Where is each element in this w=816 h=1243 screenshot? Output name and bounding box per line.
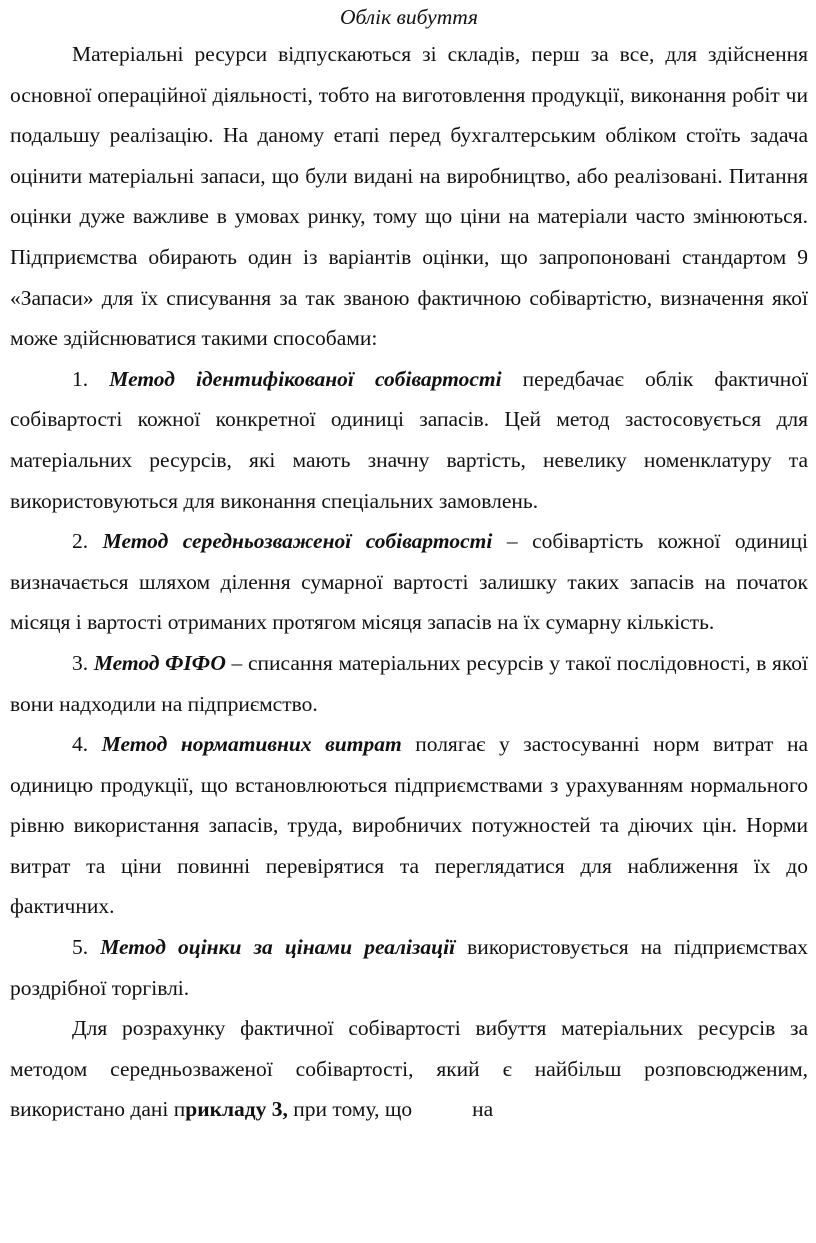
method-description: полягає у застосуванні норм витрат на одиницю продукції, що встановлюються підприємствами з урахуванням нормального рівню використання запасів, труда, виробничих потужностей та діючих цін. Норми витрат та ціни повинні перевірятися та переглядатися для наближення їх до фактичних.	[10, 732, 809, 919]
method-description: – списання матеріальних ресурсів у такої послідовності, в якої вони надходили на підприємство.	[10, 650, 809, 716]
closing-text-after: при тому, що	[287, 1097, 413, 1122]
closing-paragraph	[10, 1008, 808, 1130]
method-description: використовується на підприємствах роздрібної торгівлі.	[10, 935, 808, 1000]
method-number: 2.	[72, 529, 89, 554]
method-term: Метод оцінки за цінами реалізації	[100, 935, 456, 960]
method-item-2	[10, 521, 808, 643]
intro-paragraph: Матеріальні ресурси відпускаються зі складів, перш за все, для здійснення основної операційної діяльності, тобто на виготовлення продукції, виконання робіт чи подальшу реалізацію. На даному етапі перед бухгалтерським обліком стоїть задача оцінити матеріальні запаси, що були видані на виробництво, або реалізовані. Питання оцінки дуже важливе в умовах ринку, тому що ціни на матеріали часто змінюються. Підприємства обирають один із варіантів оцінки, що запропоновані стандартом 9 «Запаси» для їх списування за так званою фактичною собівартістю, визначення якої може здійснюватися такими способами:	[10, 42, 808, 351]
method-description: – собівартість кожної одиниці визначається шляхом ділення сумарної вартості залишку таких запасів на початок місяця і вартості отриманих протягом місяця запасів на їх сумарну кількість.	[10, 529, 809, 635]
method-description: передбачає облік фактичної собівартості кожної конкретної одиниці запасів. Цей метод застосовується для матеріальних ресурсів, які мають значну вартість, невелику номенклатуру та використовуються для виконання спеціальних замовлень.	[10, 366, 808, 513]
method-number: 4.	[72, 732, 89, 757]
method-item-4	[10, 724, 808, 927]
example-reference: рикладу 3,	[185, 1097, 288, 1122]
method-item-1	[10, 359, 808, 521]
closing-text: Для розрахунку фактичної собівартості вибуття матеріальних ресурсів за методом середньозваженої собівартості, який є найбільш розповсюдженим, використано дані п	[10, 1016, 808, 1122]
method-item-3	[10, 643, 808, 724]
document-page	[10, 0, 808, 1130]
method-number: 1.	[72, 366, 89, 391]
section-title: Облік вибуття	[339, 5, 479, 29]
method-term: Метод середньозваженої собівартості	[102, 529, 493, 554]
method-term: Метод нормативних витрат	[101, 732, 402, 757]
method-number: 5.	[72, 935, 89, 960]
closing-tail: на	[472, 1097, 494, 1122]
method-item-5	[10, 927, 808, 1008]
method-number: 3.	[72, 650, 89, 675]
method-term: Метод ідентифікованої собівартості	[109, 366, 502, 391]
method-term: Метод ФІФО	[93, 650, 226, 675]
